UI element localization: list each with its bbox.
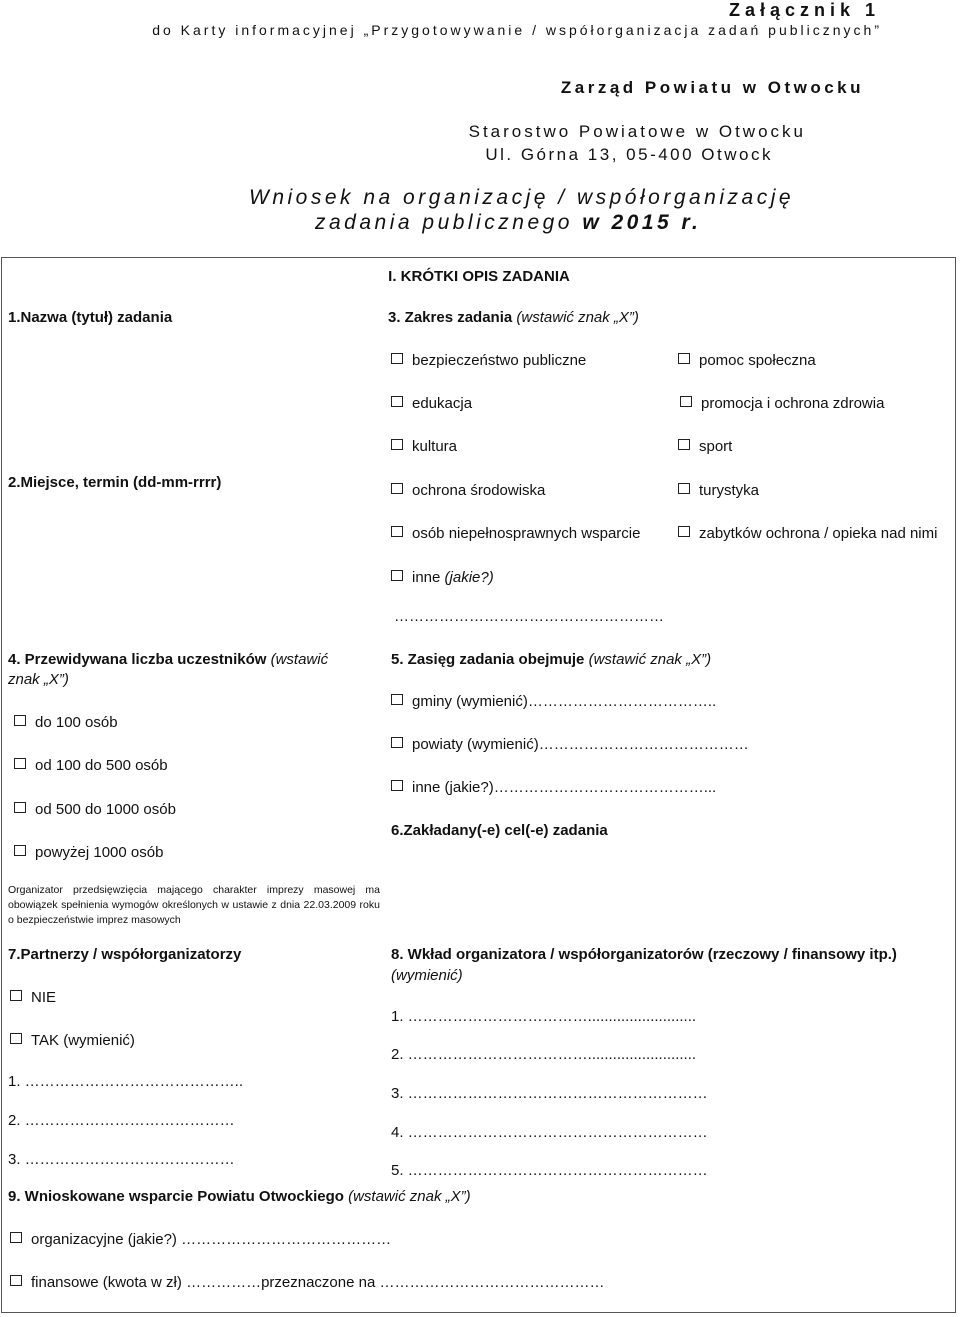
participants-option-500-1000[interactable]: od 500 do 1000 osób	[14, 801, 176, 818]
checkbox-icon[interactable]	[14, 715, 26, 726]
range-option-districts[interactable]: powiaty (wymienić)……………………………………	[391, 736, 749, 753]
scope-option-environment[interactable]: ochrona środowiska	[391, 482, 545, 499]
contribution-line-1[interactable]: 1. ………………………………..........................	[391, 1008, 697, 1025]
checkbox-icon[interactable]	[10, 1033, 22, 1044]
office-name: Starostwo Powiatowe w Otwocku	[468, 122, 806, 141]
attachment-subtitle: do Karty informacyjnej „Przygotowywanie / współorganizacja zadań publicznych”	[152, 22, 882, 38]
range-option-other[interactable]: inne (jakie?)……………………………………...	[391, 779, 716, 796]
checkbox-icon[interactable]	[391, 694, 403, 705]
checkbox-icon[interactable]	[391, 780, 403, 791]
scope-option-education[interactable]: edukacja	[391, 395, 472, 412]
checkbox-icon[interactable]	[391, 353, 403, 364]
range-label: 5. Zasięg zadania obejmuje (wstawić znak „X”)	[391, 651, 712, 668]
scope-option-public-safety[interactable]: bezpieczeństwo publiczne	[391, 352, 586, 369]
checkbox-icon[interactable]	[14, 758, 26, 769]
task-scope-label: 3. Zakres zadania (wstawić znak „X”)	[388, 309, 639, 326]
board-name: Zarząd Powiatu w Otwocku	[560, 78, 864, 97]
scope-option-other[interactable]: inne (jakie?)	[391, 569, 494, 586]
scope-option-social-aid[interactable]: pomoc społeczna	[678, 352, 816, 369]
mass-event-note: Organizator przedsięwzięcia mającego charakter imprezy masowej ma obowiązek spełnienia wymogów określonych w ustawie z dnia 22.03.2009 roku o bezpieczeństwie imprez masowych	[8, 884, 380, 926]
contribution-line-5[interactable]: 5. ……………………………………………………	[391, 1162, 708, 1179]
checkbox-icon[interactable]	[14, 802, 26, 813]
scope-option-health[interactable]: promocja i ochrona zdrowia	[680, 395, 884, 412]
scope-option-monuments[interactable]: zabytków ochrona / opieka nad nimi	[678, 525, 937, 542]
participants-option-100[interactable]: do 100 osób	[14, 714, 118, 731]
request-title-line2: zadania publicznego w 2015 r.	[315, 211, 702, 234]
task-name-label: 1.Nazwa (tytuł) zadania	[8, 309, 173, 326]
checkbox-icon[interactable]	[678, 483, 690, 494]
checkbox-icon[interactable]	[680, 396, 692, 407]
section-title: I. KRÓTKI OPIS ZADANIA	[388, 268, 570, 285]
participants-label: 4. Przewidywana liczba uczestników (wstawić	[8, 651, 329, 668]
partner-line-1[interactable]: 1. ……………………………………..	[8, 1073, 244, 1090]
checkbox-icon[interactable]	[678, 353, 690, 364]
checkbox-icon[interactable]	[678, 439, 690, 450]
office-address: Ul. Górna 13, 05-400 Otwock	[485, 145, 773, 164]
support-option-organizational[interactable]: organizacyjne (jakie?) ……………………………………	[10, 1231, 391, 1248]
scope-option-culture[interactable]: kultura	[391, 438, 457, 455]
participants-option-1000plus[interactable]: powyżej 1000 osób	[14, 844, 163, 861]
participants-hint: znak „X”)	[8, 671, 69, 688]
partners-option-yes[interactable]: TAK (wymienić)	[10, 1032, 135, 1049]
scope-other-line[interactable]: ………………………………………………	[394, 608, 664, 625]
contribution-line-2[interactable]: 2. ………………………………..........................	[391, 1046, 697, 1063]
checkbox-icon[interactable]	[391, 483, 403, 494]
checkbox-icon[interactable]	[10, 990, 22, 1001]
checkbox-icon[interactable]	[391, 737, 403, 748]
contribution-line-4[interactable]: 4. ……………………………………………………	[391, 1124, 708, 1141]
support-option-financial[interactable]: finansowe (kwota w zł) ……………przeznaczone na ………………………………………	[10, 1274, 604, 1291]
scope-option-tourism[interactable]: turystyka	[678, 482, 759, 499]
contribution-hint: (wymienić)	[391, 967, 463, 984]
checkbox-icon[interactable]	[391, 526, 403, 537]
participants-option-100-500[interactable]: od 100 do 500 osób	[14, 757, 168, 774]
partners-label: 7.Partnerzy / współorganizatorzy	[8, 946, 242, 963]
checkbox-icon[interactable]	[391, 396, 403, 407]
scope-option-disabled[interactable]: osób niepełnosprawnych wsparcie	[391, 525, 640, 542]
place-date-label: 2.Miejsce, termin (dd-mm-rrrr)	[8, 474, 222, 491]
attachment-title: Załącznik 1	[728, 0, 880, 20]
checkbox-icon[interactable]	[10, 1275, 22, 1286]
support-label: 9. Wnioskowane wsparcie Powiatu Otwockiego (wstawić znak „X”)	[8, 1188, 471, 1205]
goals-label: 6.Zakładany(-e) cel(-e) zadania	[391, 822, 608, 839]
request-title-line1: Wniosek na organizację / współorganizację	[249, 186, 795, 209]
contribution-line-3[interactable]: 3. ……………………………………………………	[391, 1085, 708, 1102]
partner-line-2[interactable]: 2. ……………………………………	[8, 1112, 235, 1129]
partner-line-3[interactable]: 3. ……………………………………	[8, 1151, 235, 1168]
checkbox-icon[interactable]	[678, 526, 690, 537]
partners-option-no[interactable]: NIE	[10, 989, 56, 1006]
range-option-communes[interactable]: gminy (wymienić)………………………………..	[391, 693, 716, 710]
checkbox-icon[interactable]	[10, 1232, 22, 1243]
contribution-label: 8. Wkład organizatora / współorganizatorów (rzeczowy / finansowy itp.)	[391, 946, 897, 963]
checkbox-icon[interactable]	[391, 570, 403, 581]
checkbox-icon[interactable]	[391, 439, 403, 450]
checkbox-icon[interactable]	[14, 845, 26, 856]
scope-option-sport[interactable]: sport	[678, 438, 732, 455]
